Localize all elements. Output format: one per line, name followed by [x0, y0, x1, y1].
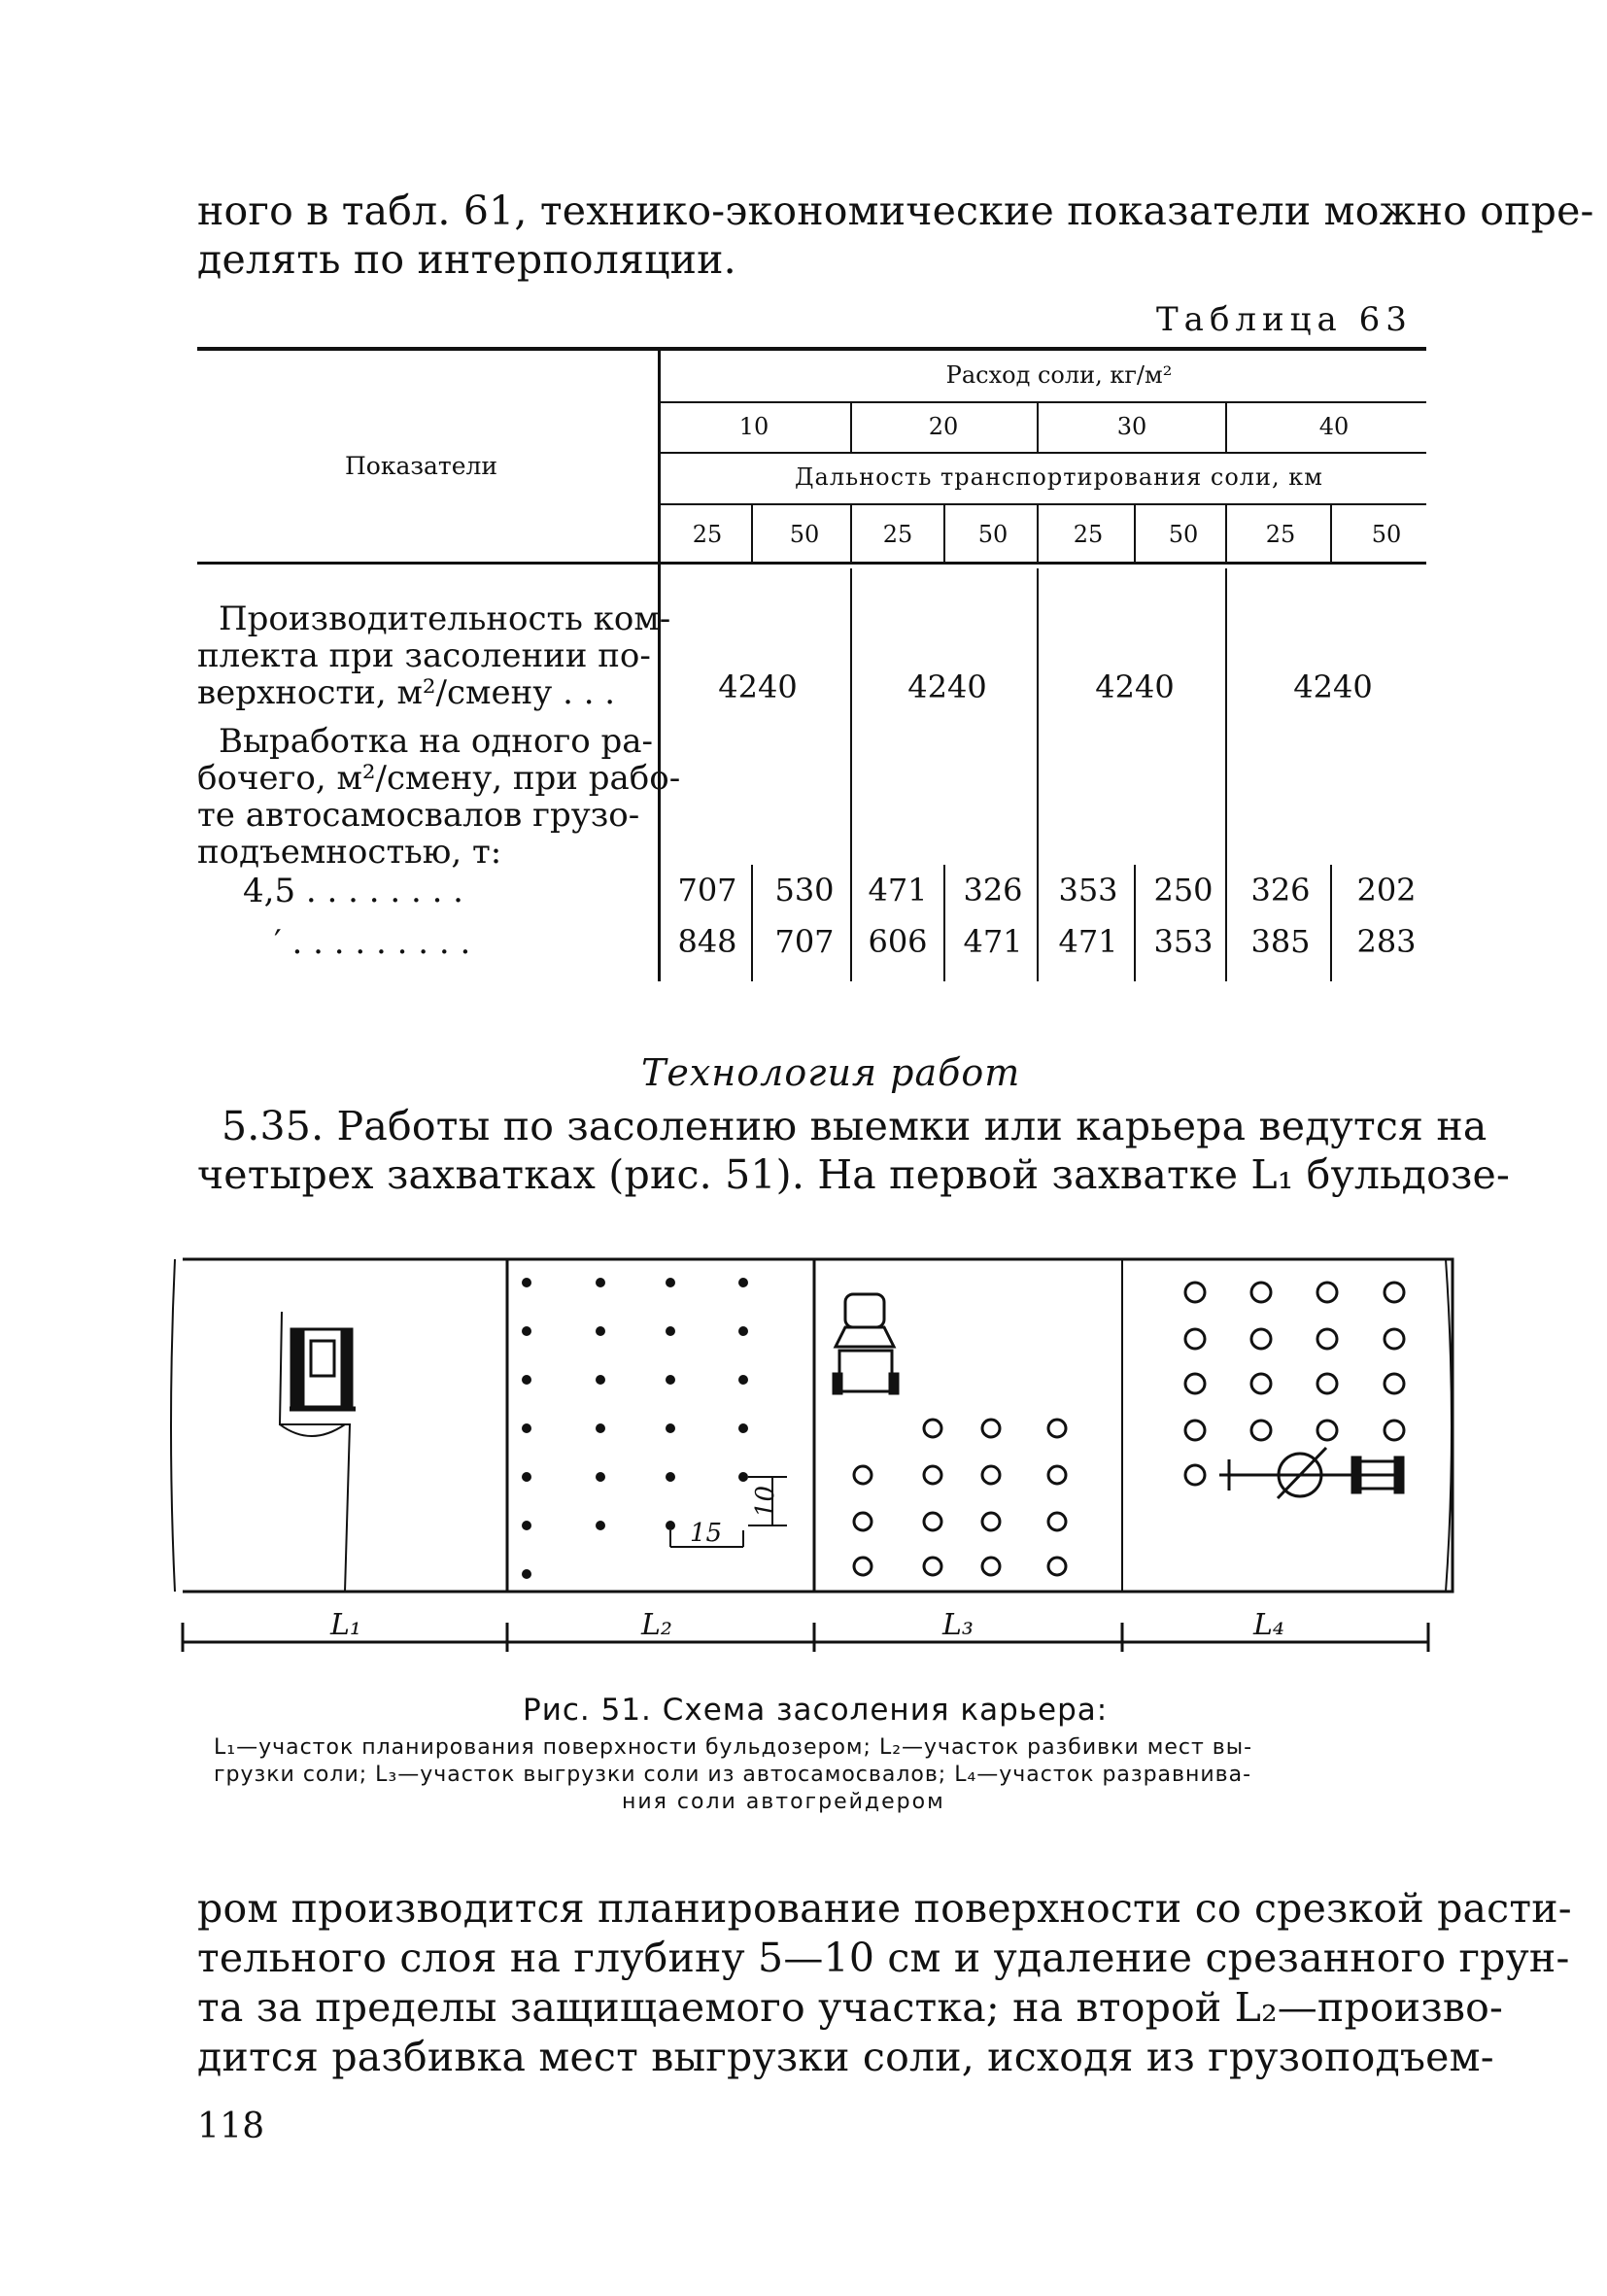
table-cell: 250	[1153, 872, 1214, 908]
table-cell: 471	[868, 872, 928, 908]
row-header: Показатели	[345, 452, 498, 480]
figure-caption-line: ния соли автогрейдером	[622, 1790, 945, 1814]
salt-rate-10: 10	[738, 413, 769, 440]
table-cell: 471	[963, 923, 1023, 960]
table-cell: 707	[677, 872, 737, 908]
productivity-label-2: плекта при засолении по-	[197, 636, 651, 675]
dimension-10: 10	[751, 1485, 780, 1518]
distance-cell: 25	[692, 521, 723, 548]
zone-label-l4: L₄	[1253, 1608, 1284, 1642]
row-label: 4,5 . . . . . . . .	[243, 872, 463, 910]
productivity-value: 4240	[1293, 668, 1373, 705]
zone-label-l1: L₁	[330, 1608, 361, 1642]
grader-icon	[1219, 1448, 1403, 1498]
ending-line-1: ром производится планирование поверхности со срезкой расти-	[197, 1885, 1572, 1932]
productivity-value: 4240	[1095, 668, 1175, 705]
table-cell: 326	[963, 872, 1023, 908]
figure-caption-line: грузки соли; L₃—участок выгрузки соли из автосамосвалов; L₄—участок разравнива-	[214, 1763, 1252, 1787]
zone-label-l2: L₂	[641, 1608, 672, 1642]
zone-dimension-line	[183, 1623, 1428, 1652]
bulldozer-icon	[290, 1329, 356, 1409]
output-label-3: те автосамосвалов грузо-	[197, 796, 640, 835]
dimension-15: 15	[690, 1519, 723, 1548]
distance-header: Дальность транспортирования соли, км	[795, 463, 1323, 491]
table-cell: 326	[1250, 872, 1311, 908]
section-heading: Технология работ	[641, 1051, 1021, 1094]
productivity-label-3: верхности, м²/смену . . .	[197, 673, 616, 712]
table-cell: 283	[1356, 923, 1417, 960]
ending-line-3: та за пределы защищаемого участка; на второй L₂—произво-	[197, 1984, 1504, 2031]
intro-line-1: ного в табл. 61, технико-экономические показатели можно опре-	[197, 188, 1594, 234]
distance-cell: 25	[1265, 521, 1296, 548]
table-cell: 606	[868, 923, 928, 960]
table-cell: 530	[774, 872, 835, 908]
ending-line-2: тельного слоя на глубину 5—10 см и удаление срезанного грун-	[197, 1935, 1570, 1981]
figure-51-diagram	[165, 1253, 1467, 1662]
productivity-value: 4240	[907, 668, 987, 705]
section-para-line-2: четырех захватках (рис. 51). На первой захватке L₁ бульдозе-	[197, 1151, 1511, 1198]
table-cell: 353	[1153, 923, 1214, 960]
distance-cell: 25	[882, 521, 913, 548]
figure-caption-line: L₁—участок планирования поверхности бульдозером; L₂—участок разбивки мест вы-	[214, 1735, 1253, 1760]
ending-line-4: дится разбивка мест выгрузки соли, исходя из грузоподъем-	[197, 2034, 1494, 2080]
zone-label-l3: L₃	[942, 1608, 974, 1642]
distance-cell: 50	[789, 521, 820, 548]
section-para-line-1: 5.35. Работы по засолению выемки или карьера ведутся на	[222, 1103, 1487, 1149]
table-title: Таблица 63	[1156, 300, 1413, 339]
table-cell: 202	[1356, 872, 1417, 908]
table-cell: 353	[1058, 872, 1118, 908]
distance-cell: 50	[1371, 521, 1402, 548]
figure-caption-title: Рис. 51. Схема засоления карьера:	[523, 1693, 1109, 1728]
row-label: ′ . . . . . . . . .	[274, 923, 471, 962]
table-cell: 848	[677, 923, 737, 960]
salt-piles-zone3	[854, 1420, 1066, 1575]
intro-line-2: делять по интерполяции.	[197, 236, 736, 283]
output-label-2: бочего, м²/смену, при рабо-	[197, 759, 681, 798]
distance-cell: 50	[977, 521, 1009, 548]
distance-cell: 25	[1073, 521, 1104, 548]
productivity-value: 4240	[718, 668, 798, 705]
salt-header: Расход соли, кг/м²	[945, 361, 1173, 389]
table-cell: 707	[774, 923, 835, 960]
productivity-label-1: Производительность ком-	[219, 600, 671, 638]
salt-rate-30: 30	[1116, 413, 1147, 440]
page-number: 118	[197, 2107, 265, 2146]
table-cell: 471	[1058, 923, 1118, 960]
output-label-1: Выработка на одного ра-	[219, 722, 654, 761]
table-cell: 385	[1250, 923, 1311, 960]
output-label-4: подъемностью, т:	[197, 833, 502, 872]
salt-rate-40: 40	[1318, 413, 1350, 440]
salt-rate-20: 20	[928, 413, 959, 440]
dump-truck-icon	[834, 1294, 898, 1393]
distance-cell: 50	[1168, 521, 1199, 548]
